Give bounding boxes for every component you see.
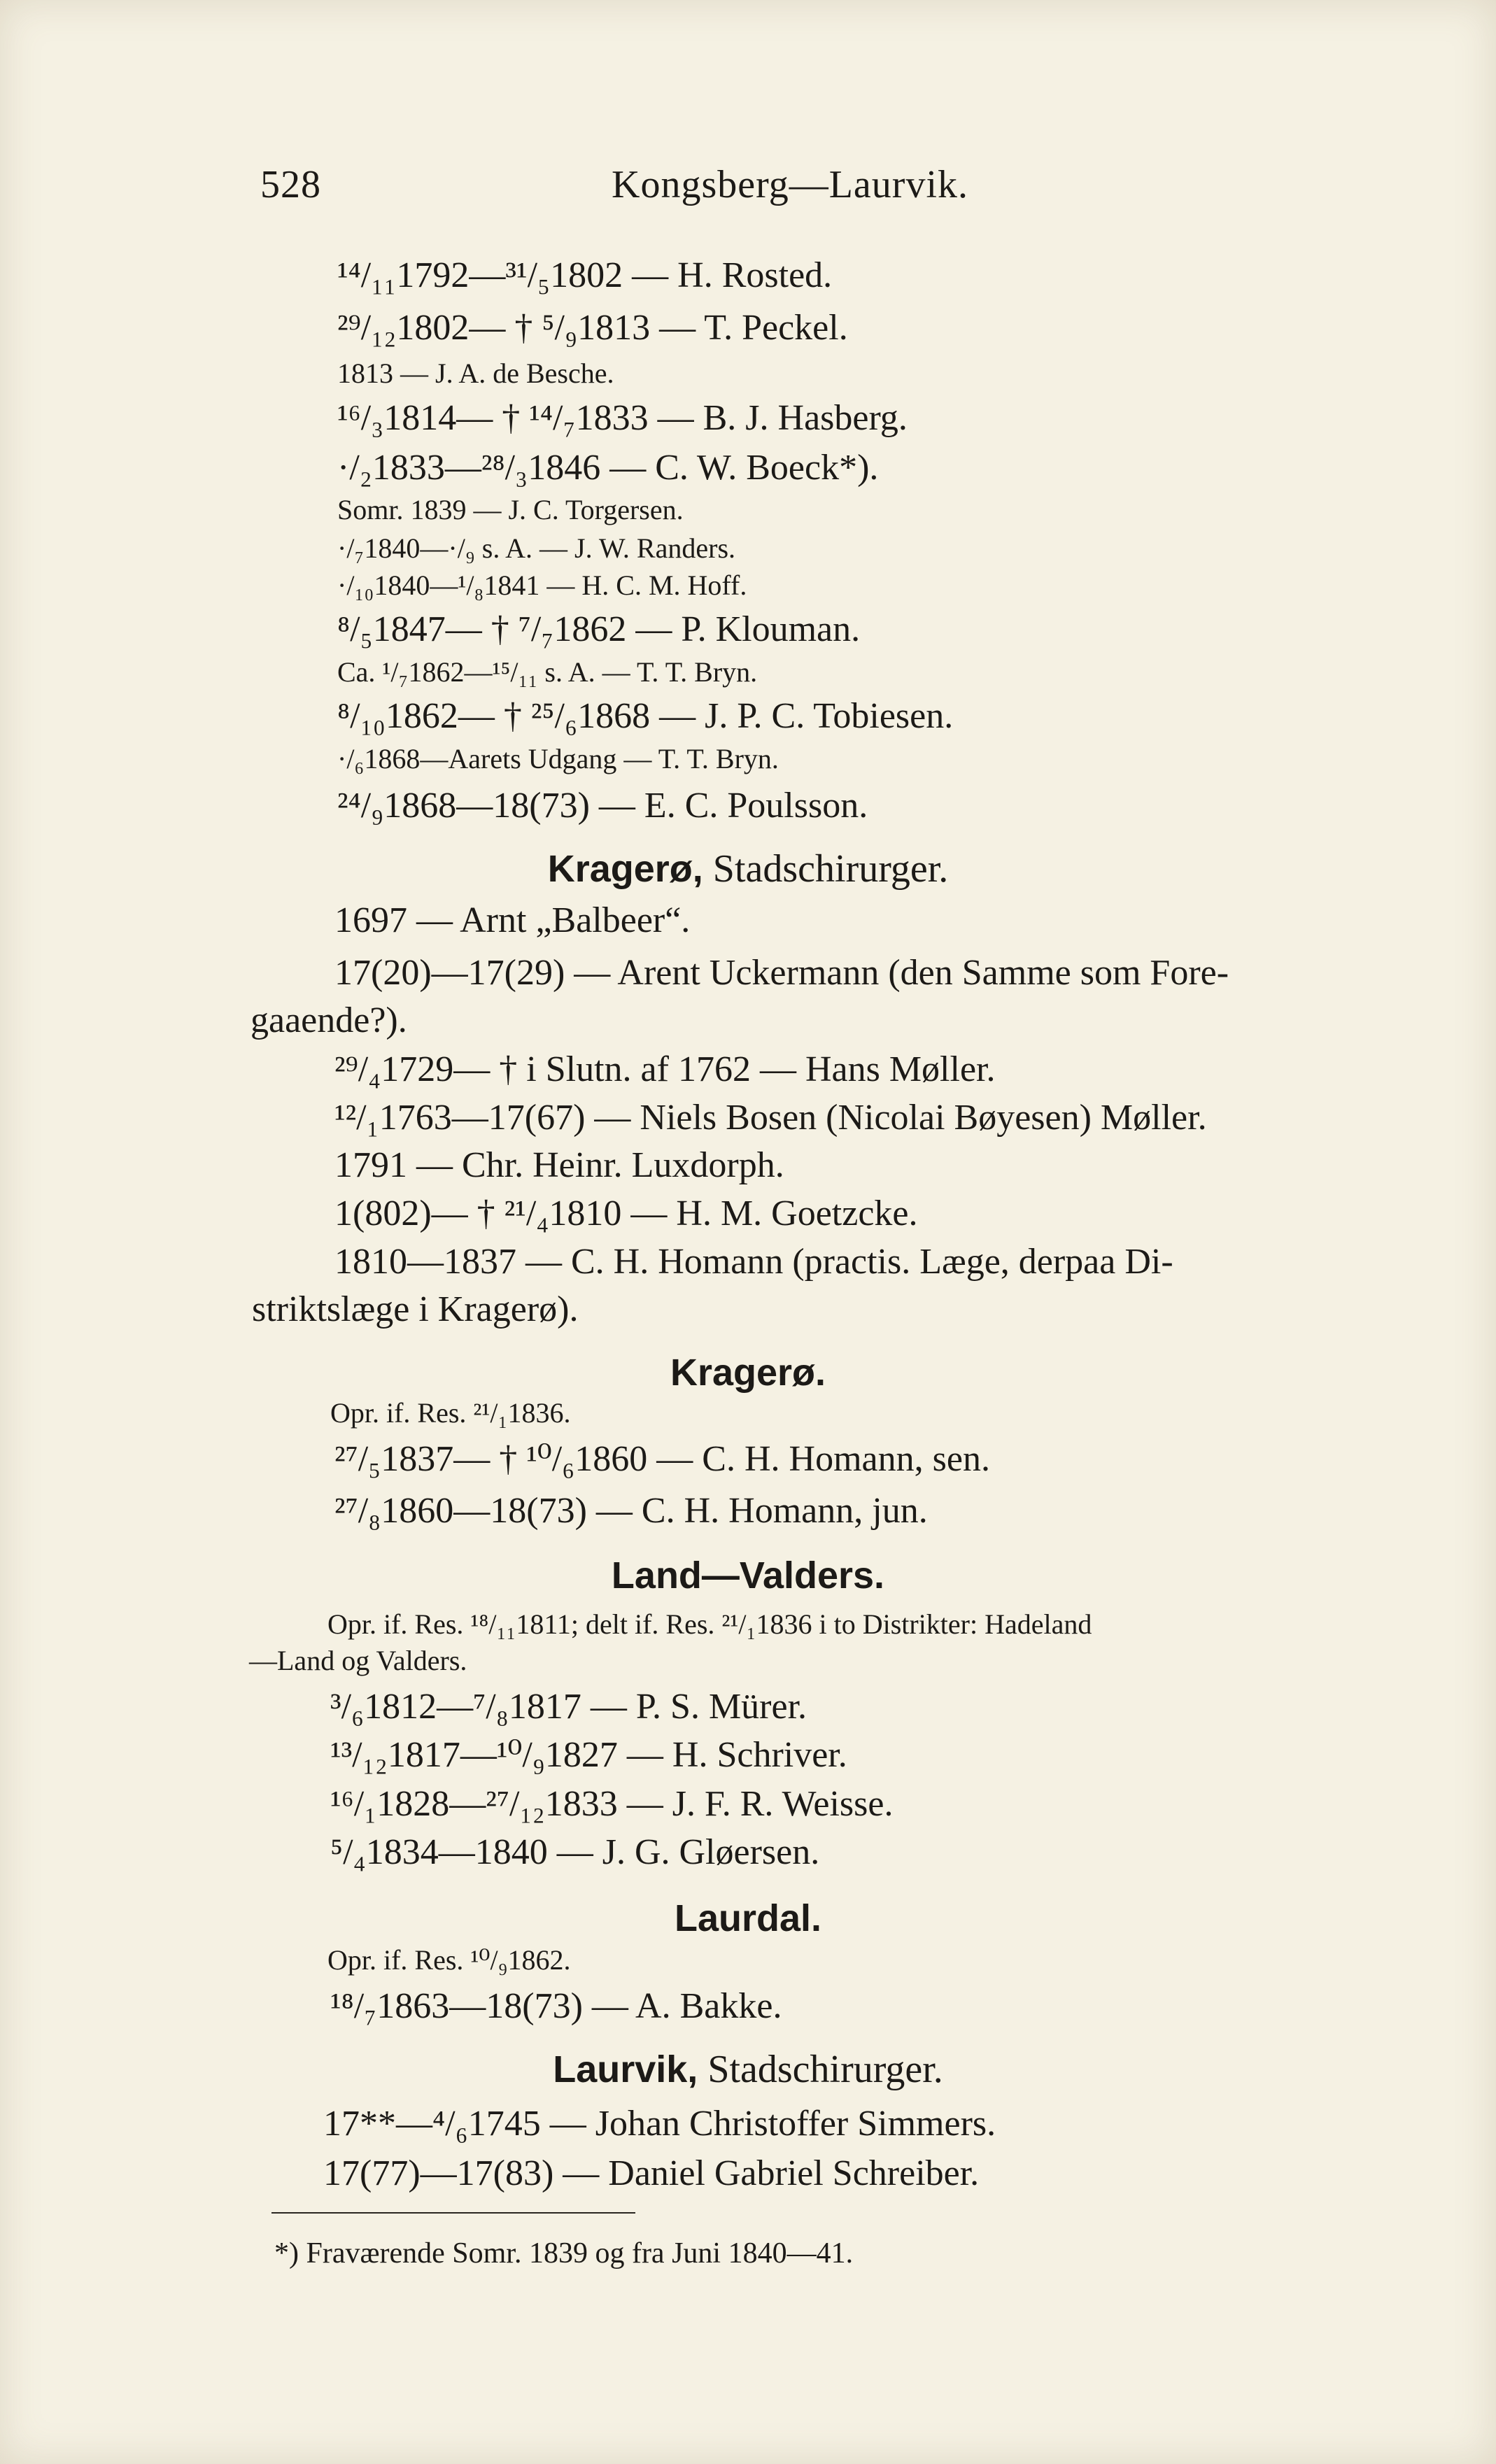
entry-line: ⁵/₄1834—1840 — J. G. Gløersen. [330, 1832, 820, 1872]
entry-line: ²⁷/₅1837— † ¹⁰/₆1860 — C. H. Homann, sen. [334, 1439, 990, 1479]
heading-bold: Kragerø. [670, 1352, 826, 1394]
entry-line: Somr. 1839 — J. C. Torgersen. [337, 494, 684, 525]
heading-bold: Laurvik, [553, 2048, 698, 2090]
entry-line: ¹³/₁₂1817—¹⁰/₉1827 — H. Schriver. [330, 1735, 847, 1775]
heading-bold: Kragerø, [547, 848, 703, 890]
heading-bold: Land—Valders. [611, 1555, 885, 1596]
entry-line: ¹⁸/₇1863—18(73) — A. Bakke. [330, 1986, 782, 2026]
entry-line: ·/₁₀1840—¹/₈1841 — H. C. M. Hoff. [337, 569, 747, 601]
section-heading-land-valders [0, 1556, 1496, 1595]
heading-rest: Stadschirurger. [703, 847, 949, 891]
entry-line: ¹²/₁1763—17(67) — Niels Bosen (Nicolai Bøyesen) Møller. [334, 1098, 1207, 1138]
opr-note: Opr. if. Res. ¹⁰/₉1862. [327, 1944, 571, 1976]
section-heading-kragero [0, 1353, 1496, 1392]
entry-line: 17(77)—17(83) — Daniel Gabriel Schreiber. [323, 2153, 980, 2193]
footnote-rule [271, 2212, 635, 2214]
footnote: *) Fraværende Somr. 1839 og fra Juni 1840—41. [274, 2237, 854, 2270]
entry-line: ¹⁶/₁1828—²⁷/₁₂1833 — J. F. R. Weisse. [330, 1784, 894, 1824]
opr-note: Opr. if. Res. ²¹/₁1836. [330, 1397, 571, 1429]
entry-line: ·/₂1833—²⁸/₃1846 — C. W. Boeck*). [337, 448, 879, 488]
entry-line: Ca. ¹/₇1862—¹⁵/₁₁ s. A. — T. T. Bryn. [337, 656, 758, 688]
entry-line: ⁸/₁₀1862— † ²⁵/₆1868 — J. P. C. Tobiesen. [337, 696, 954, 736]
entry-line: 1810—1837 — C. H. Homann (practis. Læge, derpaa Di- [334, 1242, 1173, 1282]
running-title: Kongsberg—Laurvik. [612, 163, 968, 206]
entry-line: 1(802)— † ²¹/₄1810 — H. M. Goetzcke. [334, 1194, 918, 1233]
entry-line: gaaende?). [250, 1000, 407, 1040]
entry-line: 1791 — Chr. Heinr. Luxdorph. [334, 1145, 784, 1185]
entry-line: ³/₆1812—⁷/₈1817 — P. S. Mürer. [330, 1687, 807, 1727]
entry-line: ·/₆1868—Aarets Udgang — T. T. Bryn. [337, 743, 779, 774]
page-number: 528 [260, 163, 321, 206]
section-heading-laurdal [0, 1899, 1496, 1938]
heading-rest: Stadschirurger. [698, 2048, 943, 2091]
entry-line: 1697 — Arnt „Balbeer“. [334, 900, 691, 940]
entry-line: 17**—⁴/₆1745 — Johan Christoffer Simmers. [323, 2104, 996, 2144]
section-heading-laurvik [0, 2050, 1496, 2089]
entry-line: ⁸/₅1847— † ⁷/₇1862 — P. Klouman. [337, 609, 861, 649]
entry-line: striktslæge i Kragerø). [252, 1289, 579, 1329]
entry-line: ²⁹/₁₂1802— † ⁵/₉1813 — T. Peckel. [337, 308, 848, 348]
entry-line: ¹⁶/₃1814— † ¹⁴/₇1833 — B. J. Hasberg. [337, 398, 908, 438]
entry-line: ²⁴/₉1868—18(73) — E. C. Poulsson. [337, 786, 868, 826]
entry-line: ·/₇1840—·/₉ s. A. — J. W. Randers. [337, 532, 736, 564]
entry-line: ²⁷/₈1860—18(73) — C. H. Homann, jun. [334, 1491, 928, 1531]
opr-note: —Land og Valders. [249, 1645, 467, 1676]
heading-bold: Laurdal. [674, 1897, 822, 1939]
opr-note: Opr. if. Res. ¹⁸/₁₁1811; delt if. Res. ²¹/₁1836 i to Distrikter: Hadeland [327, 1608, 1092, 1640]
entry-line: 1813 — J. A. de Besche. [337, 357, 614, 389]
entry-line: ¹⁴/₁₁1792—³¹/₅1802 — H. Rosted. [337, 255, 833, 295]
entry-line: 17(20)—17(29) — Arent Uckermann (den Samme som Fore- [334, 953, 1229, 993]
section-heading-kragero-stadschirurger [0, 847, 1496, 891]
entry-line: ²⁹/₄1729— † i Slutn. af 1762 — Hans Møller. [334, 1049, 996, 1089]
